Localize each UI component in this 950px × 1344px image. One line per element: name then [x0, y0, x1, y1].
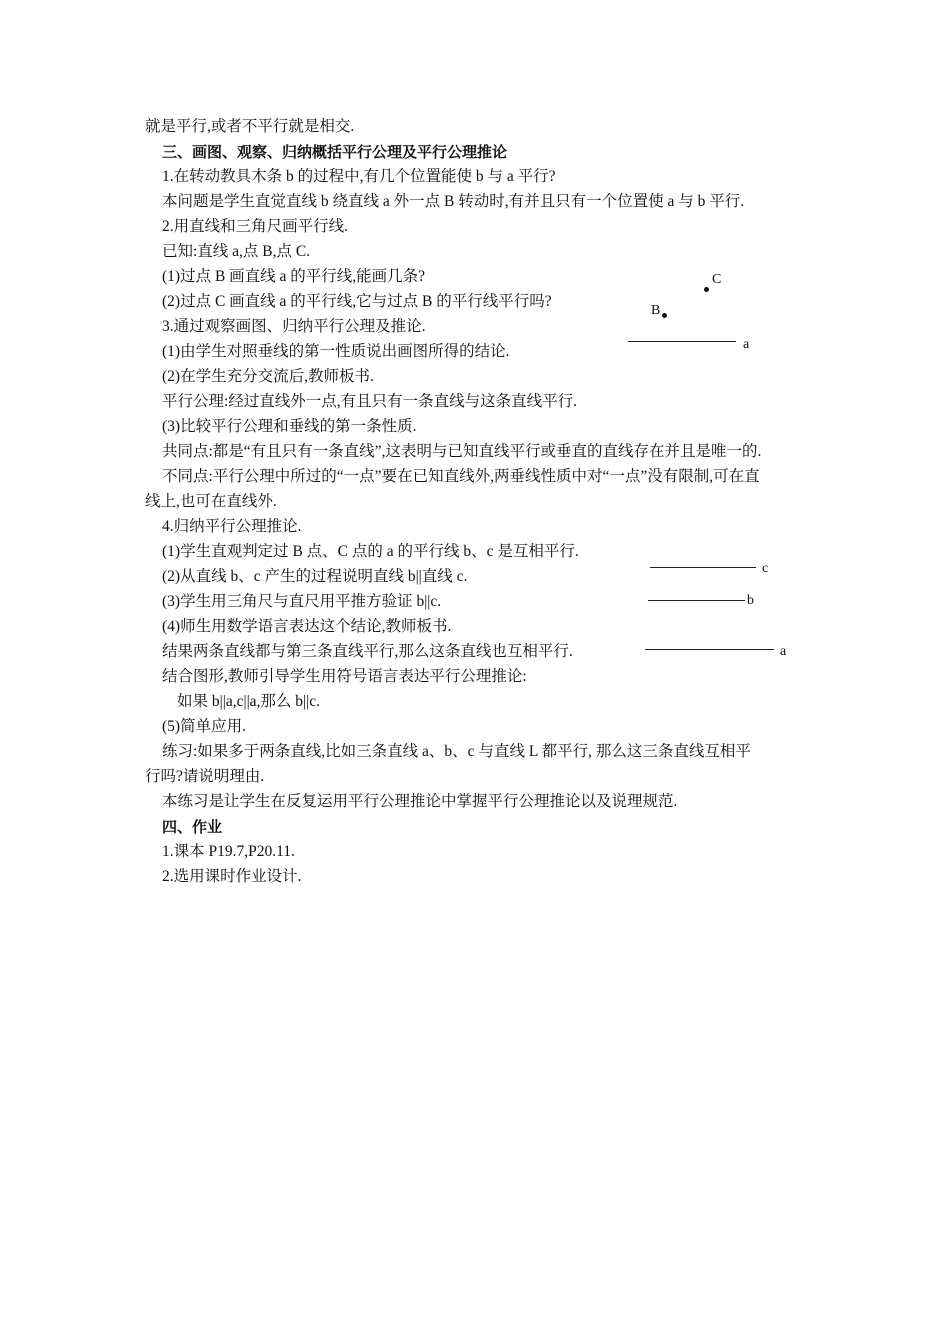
- text-line: 不同点:平行公理中所过的“一点”要在已知直线外,两垂线性质中对“一点”没有限制,可在直: [162, 468, 760, 485]
- point-c-dot: [704, 287, 709, 292]
- text-line: (1)过点 B 画直线 a 的平行线,能画几条?: [162, 268, 426, 285]
- section-heading: 三、画图、观察、归纳概括平行公理及平行公理推论: [162, 143, 508, 161]
- line-b: [648, 600, 745, 601]
- line-a: [628, 341, 736, 342]
- line-a-label: a: [743, 337, 750, 352]
- text-line: 平行公理:经过直线外一点,有且只有一条直线与这条直线平行.: [162, 393, 578, 410]
- text-line: 已知:直线 a,点 B,点 C.: [162, 243, 311, 260]
- text-line: 4.归纳平行公理推论.: [162, 518, 302, 535]
- text-line: 线上,也可在直线外.: [145, 493, 277, 510]
- text-line: 本问题是学生直觉直线 b 绕直线 a 外一点 B 转动时,有并且只有一个位置使 a 与 b 平行.: [162, 193, 745, 210]
- line-b-label: b: [747, 593, 754, 608]
- text-line: 如果 b||a,c||a,那么 b||c.: [177, 693, 321, 710]
- text-line: (3)学生用三角尺与直尺用平推方验证 b||c.: [162, 593, 442, 610]
- text-line: (4)师生用数学语言表达这个结论,教师板书.: [162, 618, 452, 635]
- text-line: 2.用直线和三角尺画平行线.: [162, 218, 349, 235]
- text-line: 练习:如果多于两条直线,比如三条直线 a、b、c 与直线 L 都平行, 那么这三条直线互相平: [162, 743, 751, 760]
- text-line: 结果两条直线都与第三条直线平行,那么这条直线也互相平行.: [162, 643, 573, 660]
- point-b-dot: [662, 313, 667, 318]
- text-line: (1)由学生对照垂线的第一性质说出画图所得的结论.: [162, 343, 510, 360]
- text-line: 1.课本 P19.7,P20.11.: [162, 843, 295, 860]
- line-c: [650, 567, 756, 568]
- line-a: [645, 649, 774, 650]
- text-line: 3.通过观察画图、归纳平行公理及推论.: [162, 318, 426, 335]
- text-line: 结合图形,教师引导学生用符号语言表达平行公理推论:: [162, 668, 527, 685]
- point-c-label: C: [712, 272, 722, 287]
- text-line: 2.选用课时作业设计.: [162, 868, 302, 885]
- text-line: (2)从直线 b、c 产生的过程说明直线 b||直线 c.: [162, 568, 468, 585]
- text-line: (3)比较平行公理和垂线的第一条性质.: [162, 418, 417, 435]
- line-c-label: c: [762, 561, 769, 576]
- text-line: 共同点:都是“有且只有一条直线”,这表明与已知直线平行或垂直的直线存在并且是唯一的.: [162, 443, 762, 460]
- text-line: 本练习是让学生在反复运用平行公理推论中掌握平行公理推论以及说理规范.: [162, 793, 678, 810]
- text-line: 就是平行,或者不平行就是相交.: [145, 118, 355, 135]
- text-line: 1.在转动教具木条 b 的过程中,有几个位置能使 b 与 a 平行?: [162, 168, 556, 185]
- text-line: (2)在学生充分交流后,教师板书.: [162, 368, 374, 385]
- line-a-label: a: [780, 644, 787, 659]
- text-line: (2)过点 C 画直线 a 的平行线,它与过点 B 的平行线平行吗?: [162, 293, 552, 310]
- text-line: (1)学生直观判定过 B 点、C 点的 a 的平行线 b、c 是互相平行.: [162, 543, 579, 560]
- section-heading: 四、作业: [162, 818, 223, 836]
- text-line: (5)简单应用.: [162, 718, 246, 735]
- text-line: 行吗?请说明理由.: [145, 768, 265, 785]
- point-b-label: B: [651, 303, 661, 318]
